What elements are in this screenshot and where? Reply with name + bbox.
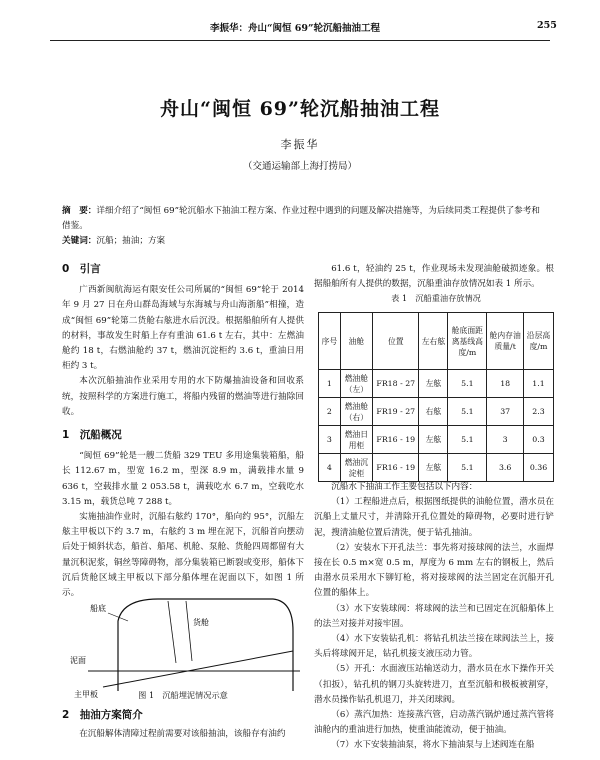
- table-header-cell: 位置: [373, 313, 419, 370]
- table-cell: 3: [487, 426, 524, 454]
- table-cell: FR16 - 19: [373, 426, 419, 454]
- table-cell: 1: [319, 370, 341, 398]
- section-1-paragraph-2: 实施抽油作业时，沉船右舷约 170°，船向约 95°，沉船左舷主甲板以下约 3.7 m，右舷约 3 m 埋在泥下，沉船首向摆动后处于倾斜状态，船首、船尾、机舱、泵舱、货舱四周都留有大量沉积泥浆，铜丝等障碍物，部分集装箱已断裂或变形，船体下沉后货舱区域主甲板以下部分船体埋在泥面以下，如图 1 所示。: [62, 512, 304, 599]
- table-row: [319, 398, 554, 426]
- right-item: （1）工程船进点后，根据图纸提供的油舱位置，潜水员在沉船上丈量尺寸，并清除开孔位置处的障碍物，必要时进行铲泥，搜清油舱位置后清洗，便于钻孔抽油。: [314, 497, 554, 538]
- keywords-label: 关键词：: [62, 236, 97, 246]
- table-1: [318, 312, 554, 482]
- table-row: [319, 426, 554, 454]
- table-cell: 5.1: [448, 398, 487, 426]
- right-intro: 沉船水下抽油工作主要包括以下内容：: [331, 482, 478, 492]
- table-row: [319, 454, 554, 482]
- hold-bulkhead-2: [186, 601, 192, 661]
- table-cell: 0.36: [524, 454, 554, 482]
- label-mud: 泥面: [70, 656, 86, 665]
- section-0-heading: 0 引言: [62, 263, 101, 275]
- right-continuation: 61.6 t，轻油约 25 t，作业现场未发现油舱破损迹象。根据船舶所有人提供的数据，沉船重油存放情况如表 1 所示。: [314, 264, 554, 290]
- table-cell: 18: [487, 370, 524, 398]
- table-cell: 2.3: [524, 398, 554, 426]
- running-header: [0, 18, 600, 38]
- table-cell: FR18 - 27: [373, 370, 419, 398]
- deck-line: [103, 651, 293, 687]
- left-column: [62, 262, 304, 601]
- table-header-cell: 沿层高度/m: [524, 313, 554, 370]
- table-cell: 左舷: [419, 370, 448, 398]
- table-cell: 5.1: [448, 426, 487, 454]
- table-cell: 5.1: [448, 454, 487, 482]
- section-0-paragraph-1: 广西新闽航海运有限安任公司所属的“闽恒 69”轮于 2014 年 9 月 27 日在舟山群岛海域与东海城与舟山海浙船”相撞，造成“闽恒 69”轮第二货舱右舷进水后沉没。根据船舶所有人提供的材料，事故发生时船上存有重油 61.6 t 左右，其中：左燃油舱约 18 t，右燃油舱约 37 t，燃油沉淀柜约 3.6 t，重油日用柜约 3 t。: [62, 285, 304, 372]
- page-number: 255: [537, 20, 557, 31]
- abstract-text: 详细介绍了“闽恒 69”轮沉船水下抽油工程方案、作业过程中遇到的问题及解决措施等，为后续同类工程提供了参考和借鉴。: [62, 206, 540, 231]
- left-column-tail: [62, 708, 304, 742]
- right-item: （2）安装水下开孔法兰：事先将对接球阀的法兰，水面焊接在长 0.5 m×宽 0.5 m，厚度为 6 mm 左右的钢板上，然后由潜水员采用水下铆钉枪，将对接球阀的法兰固定在沉船开孔位置的船体上。: [314, 542, 554, 599]
- table-cell: 1.1: [524, 370, 554, 398]
- figure-1-caption: 图 1 沉船埋泥情况示意: [138, 690, 228, 700]
- table-cell: 4: [319, 454, 341, 482]
- right-item: （3）水下安装球阀：将球阀的法兰和已固定在沉船船体上的法兰对接并对接牢固。: [314, 603, 554, 629]
- table-header-cell: 左右舷: [419, 313, 448, 370]
- table-cell: 左舷: [419, 454, 448, 482]
- right-item: （5）开孔：水面液压站输送动力，潜水员在水下操作开关（扣扳），钻孔机的钢刀头旋转进刀，直至沉船和极板被割穿，潜水员操作钻孔机退刀，并关闭球阀。: [314, 664, 554, 705]
- right-column-top: [314, 262, 554, 292]
- abstract-label: 摘 要：: [62, 206, 97, 216]
- table-header-cell: 序号: [319, 313, 341, 370]
- table-cell: 右舷: [419, 398, 448, 426]
- section-1-paragraph-1: “闽恒 69”轮是一艘二货船 329 TEU 多用途集装箱船，船长 112.67 m，型宽 16.2 m，型深 8.9 m，满载排水量 9 636 t，空载排水量 2 053.58 t，满载吃水 6.7 m，空载吃水 3.15 m，载货总吨 7 288 t。: [62, 451, 304, 507]
- header-rule: [50, 40, 550, 41]
- section-2-heading: 2 抽油方案简介: [62, 709, 143, 721]
- right-item: （7）水下安装抽油泵，将水下抽油泵与上述阀连在船: [331, 740, 535, 751]
- table-cell: FR19 - 27: [373, 398, 419, 426]
- author: 李振华: [280, 138, 320, 151]
- table-cell: FR16 - 19: [373, 454, 419, 482]
- paper-title: 舟山“闽恒 69”轮沉船抽油工程: [160, 98, 440, 120]
- table-cell: 燃油日用柜: [340, 426, 372, 454]
- table-row: [319, 370, 554, 398]
- right-item: （6）蒸汽加热：连接蒸汽管，启动蒸汽锅炉通过蒸汽管将油舱内的重油进行加热，使重油能流动，便于抽油。: [314, 710, 554, 736]
- table-cell: 37: [487, 398, 524, 426]
- section-1-heading: 1 沉船概况: [62, 429, 122, 442]
- keywords: 沉船；抽油；方案: [96, 236, 166, 246]
- section-2-paragraph-1: 在沉船解体清障过程前需要对该船抽油，该船存有油约: [79, 729, 286, 740]
- section-0-paragraph-2: 本次沉船抽油作业采用专用的水下防爆抽油设备和回收系统，按照科学的方案进行施工，将船内残留的燃油等进行抽除回收。: [62, 376, 304, 417]
- table-header-cell: 油舱: [340, 313, 372, 370]
- running-title: 李振华：舟山“闽恒 69”轮沉船抽油工程: [210, 23, 380, 34]
- table-cell: 燃油舱（右）: [340, 398, 372, 426]
- table-cell: 燃油沉淀柜: [340, 454, 372, 482]
- table-cell: 3: [319, 426, 341, 454]
- table-cell: 5.1: [448, 370, 487, 398]
- table-cell: 左舷: [419, 426, 448, 454]
- table-cell: 0.3: [524, 426, 554, 454]
- table-header-row: [319, 313, 554, 370]
- hold-bulkhead-1: [168, 601, 176, 663]
- label-hold: 货舱: [193, 618, 209, 627]
- affiliation: （交通运输部上海打捞局）: [242, 161, 357, 172]
- label-hull: 船底: [90, 604, 106, 613]
- right-column-bottom: [314, 480, 554, 754]
- label-deck: 主甲板: [74, 690, 98, 699]
- table-cell: 2: [319, 398, 341, 426]
- table-cell: 3.6: [487, 454, 524, 482]
- table-1-caption: 表 1 沉船重油存放情况: [391, 293, 481, 303]
- table-cell: 燃油舱（左）: [340, 370, 372, 398]
- table-header-cell: 舱底面距离基线高度/m: [448, 313, 487, 370]
- right-item: （4）水下安装钻孔机：将钻孔机法兰接在球阀法兰上，接头后将球阀开足，钻孔机接支液压动力管。: [314, 634, 554, 660]
- hull-outline: [118, 599, 293, 691]
- table-header-cell: 舱内存油质量/t: [487, 313, 524, 370]
- abstract: [62, 204, 540, 249]
